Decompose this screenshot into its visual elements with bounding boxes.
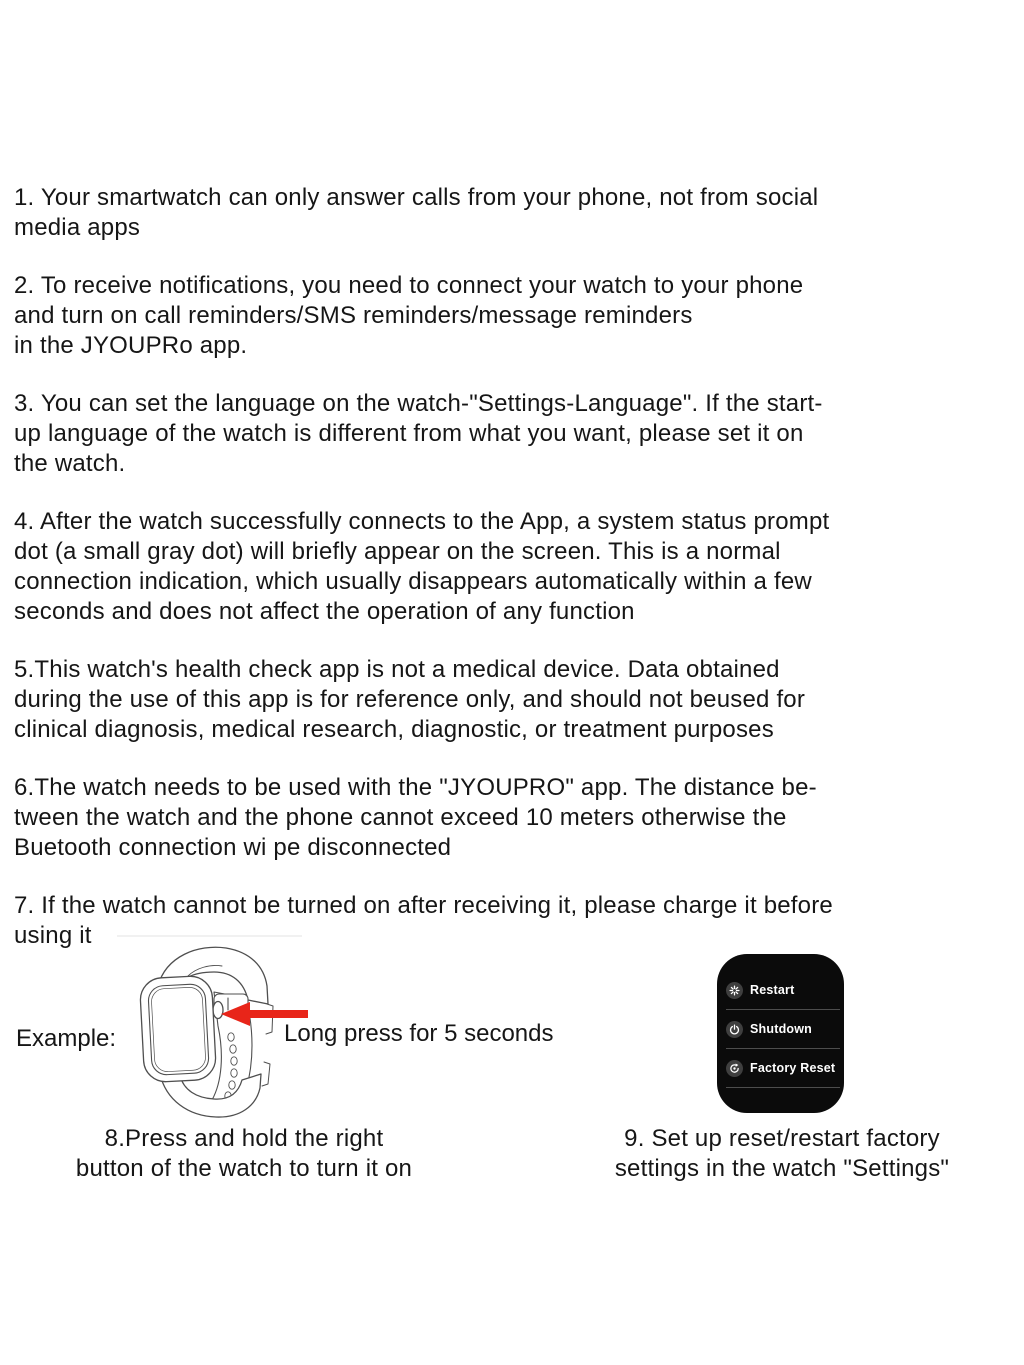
- text-line: and turn on call reminders/SMS reminders/message reminders: [14, 302, 693, 329]
- example-label: Example:: [16, 1025, 117, 1052]
- text-line: 6.The watch needs to be used with the "JYOUPRO" app. The distance be-: [14, 774, 817, 801]
- text-line: 1. Your smartwatch can only answer calls from your phone, not from social: [14, 184, 819, 211]
- instruction-6: [14, 773, 1024, 863]
- divider: [117, 935, 302, 937]
- watch-screen: [717, 954, 844, 1113]
- shutdown-icon: [726, 1021, 743, 1038]
- text-line: dot (a small gray dot) will briefly appear on the screen. This is a normal: [14, 538, 781, 565]
- text-line: up language of the watch is different from what you want, please set it on: [14, 420, 804, 447]
- text-line: the watch.: [14, 450, 126, 477]
- instruction-list: [14, 183, 1024, 979]
- text-line: during the use of this app is for reference only, and should not beused for: [14, 686, 806, 713]
- menu-item-restart: [726, 971, 840, 1010]
- text-line: 4. After the watch successfully connects to the App, a system status prompt: [14, 508, 830, 535]
- menu-item-label: Restart: [750, 983, 795, 997]
- text-line: clinical diagnosis, medical research, diagnostic, or treatment purposes: [14, 716, 774, 743]
- menu-item-label: Shutdown: [750, 1022, 813, 1036]
- text-line: Buetooth connection wi pe disconnected: [14, 834, 452, 861]
- text-line: tween the watch and the phone cannot exceed 10 meters otherwise the: [14, 804, 787, 831]
- text-line: 3. You can set the language on the watch-"Settings-Language". If the start-: [14, 390, 823, 417]
- text-line: button of the watch to turn it on: [75, 1155, 413, 1182]
- factory-reset-icon: [726, 1060, 743, 1077]
- instruction-5: [14, 655, 1024, 745]
- caption-step-9: [556, 1124, 1008, 1184]
- caption-step-8: [28, 1124, 460, 1184]
- text-line: 2. To receive notifications, you need to connect your watch to your phone: [14, 272, 804, 299]
- restart-icon: [726, 982, 743, 999]
- text-line: 8.Press and hold the right: [104, 1125, 384, 1152]
- text-line: connection indication, which usually disappears automatically within a few: [14, 568, 812, 595]
- menu-item-factory-reset: [726, 1049, 840, 1088]
- smartwatch-illustration: [130, 942, 310, 1122]
- instruction-2: [14, 271, 1024, 361]
- text-line: using it: [14, 922, 92, 949]
- menu-item-label: Factory Reset: [750, 1061, 836, 1075]
- instruction-4: [14, 507, 1024, 627]
- text-line: 9. Set up reset/restart factory: [624, 1125, 940, 1152]
- instruction-1: [14, 183, 1024, 243]
- text-line: settings in the watch "Settings": [614, 1155, 950, 1182]
- text-line: 7. If the watch cannot be turned on after receiving it, please charge it before: [14, 892, 833, 919]
- text-line: seconds and does not affect the operation of any function: [14, 598, 635, 625]
- instruction-3: [14, 389, 1024, 479]
- text-line: 5.This watch's health check app is not a medical device. Data obtained: [14, 656, 780, 683]
- long-press-annotation: Long press for 5 seconds: [284, 1020, 554, 1047]
- menu-item-shutdown: [726, 1010, 840, 1049]
- text-line: media apps: [14, 214, 141, 241]
- text-line: in the JYOUPRo app.: [14, 332, 248, 359]
